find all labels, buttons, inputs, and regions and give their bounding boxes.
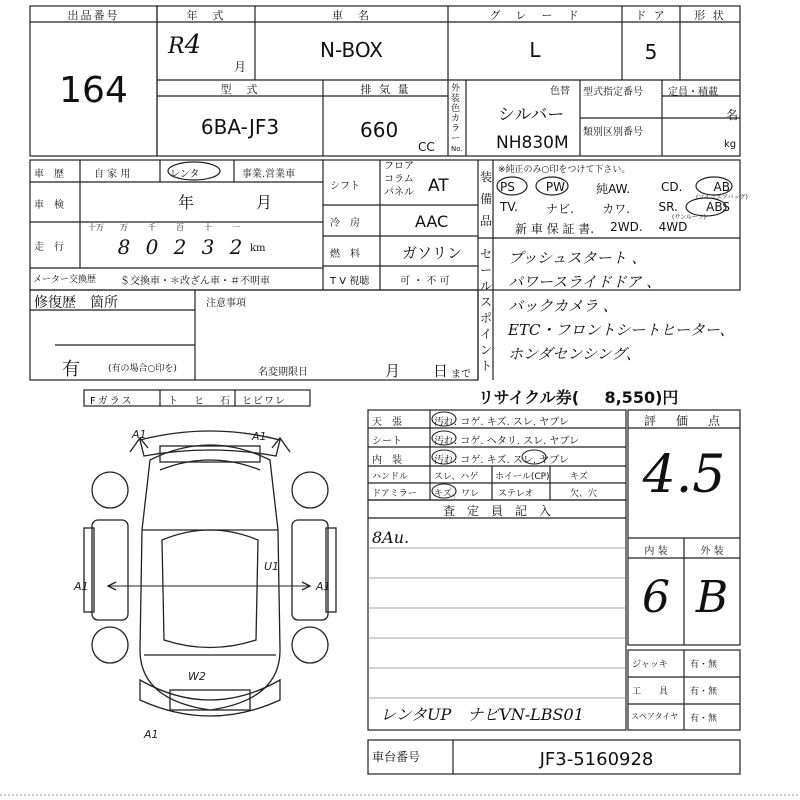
glass-front: Fガラス — [90, 396, 134, 407]
glass-chip: ト ヒ 石 — [168, 396, 230, 407]
form-label: 形 状 — [694, 9, 726, 22]
inspector-note1: 8Au. — [372, 528, 410, 547]
sales-points — [508, 246, 734, 366]
shift-options: フロア コラム パネル — [384, 161, 414, 198]
stereo-label: ステレオ — [498, 489, 534, 499]
equipment-small2: (サンルーフ) — [672, 214, 706, 221]
equipment-note: ※純正のみ○印をつけて下さい。 — [498, 165, 631, 175]
capacity-label: 定員・積載 — [668, 87, 718, 98]
cap-unit-persons: 名 — [726, 108, 739, 122]
history-rental: レンタ — [170, 169, 200, 180]
repair-label: 修復歴 箇所 — [34, 295, 118, 311]
grade: L — [529, 38, 541, 62]
doors: 5 — [644, 40, 658, 64]
repair-value: 有 — [62, 359, 80, 380]
mileage-odometer: 十万 万 千 百 十 一 8 0 2 3 2 km — [88, 223, 266, 259]
inspect-label: 車 検 — [34, 200, 64, 211]
interior-seat-opts: 汚れ. コゲ. ヘタリ. スレ. ヤブレ — [434, 436, 580, 447]
chassis-label: 車台番号 — [372, 750, 421, 764]
meter-label: メーター交換歴 — [33, 275, 97, 285]
score-int-label: 内 装 — [644, 546, 668, 557]
inspect-month: 月 — [256, 193, 273, 212]
shift: AT — [428, 176, 449, 196]
sales-point-4: ETC・フロントシートヒーター、 — [508, 321, 735, 339]
class-no-label: 類別区別番号 — [583, 127, 643, 138]
mark-front-right: A1 — [252, 430, 267, 443]
tool-tools-label: 工 具 — [632, 687, 669, 697]
deadline-month: 月 — [385, 362, 401, 380]
history-private: 自 家 用 — [94, 169, 131, 180]
ac: AAC — [415, 212, 449, 231]
mark-left: A1 — [74, 580, 89, 593]
mirror-label: ドアミラー — [372, 489, 417, 499]
interior-seat-label: シート — [372, 436, 402, 447]
history-label: 車 歴 — [34, 169, 64, 180]
model: 6BA-JF3 — [200, 115, 280, 139]
cap-unit-kg: kg — [724, 139, 737, 150]
score-interior: 6 — [642, 572, 670, 623]
year-label: 年 式 — [186, 9, 226, 22]
color-change-label: 色替 — [550, 86, 570, 97]
month-unit: 月 — [234, 60, 247, 74]
history-commercial: 事業.営業車 — [242, 169, 296, 180]
deadline-label: 名変期限日 — [258, 367, 308, 378]
shift-label: シフト — [330, 181, 360, 192]
mark-right: A1 — [316, 580, 331, 593]
era: R4 — [168, 30, 202, 60]
color-no: NH830M — [496, 133, 569, 153]
sales-side-label: セ ー ル ス ポ イ ン ト — [480, 247, 493, 373]
sales-point-2: パワースライドドア 、 — [508, 273, 662, 291]
interior-trim-opts: 汚れ. コゲ. キズ. スレ. ヤブレ — [434, 455, 569, 466]
mark-side-u1: U1 — [264, 560, 280, 573]
score-label: 評 価 点 — [643, 414, 724, 428]
displacement: 660 — [360, 118, 399, 142]
tv-label: T V 視聴 — [330, 276, 370, 287]
fuel-label: 燃 料 — [330, 249, 360, 260]
grade-label: グ レ ー ド — [489, 9, 581, 22]
car-damage-diagram — [74, 420, 340, 741]
sales-point-3: バックカメラ 、 — [508, 297, 618, 315]
tool-spare-value: 有・無 — [690, 714, 718, 724]
disp-label: 排 気 量 — [360, 83, 411, 96]
tool-spare-label: スペアタイヤ — [631, 712, 679, 721]
recycle-fee: リサイクル券( 8,550)円 — [478, 388, 679, 407]
equipment-row2: TV. ナビ. カワ. SR. ABS — [500, 200, 730, 216]
inspector-label: 査 定 員 記 入 — [442, 504, 551, 518]
mark-front-left: A1 — [132, 428, 147, 441]
chassis-number: JF3-5160928 — [539, 749, 654, 770]
lot-label: 出品番号 — [67, 9, 120, 22]
tool-jack-value: 有・無 — [690, 660, 718, 670]
mirror: キズ、ワレ — [434, 489, 480, 499]
mark-rear: A1 — [144, 728, 159, 741]
equipment-circle-marks — [496, 174, 740, 220]
glass-crack: ヒビワレ — [242, 396, 286, 407]
score-value: 4.5 — [642, 445, 726, 505]
interior-ceiling-label: 天 張 — [372, 417, 402, 428]
inspector-note2: レンタUP ナビVN-LBS01 — [380, 705, 584, 724]
interior-ceiling-opts: 汚れ. コゲ. キズ. スレ. ヤブレ — [434, 417, 569, 428]
equipment-row3: 新 車 保 証 書. 2WD. 4WD — [515, 220, 688, 236]
tool-jack-label: ジャッキ — [632, 660, 668, 670]
model-label: 型 式 — [220, 83, 260, 96]
lot-number: 164 — [59, 70, 128, 111]
tv: 可 ・ 不 可 — [400, 276, 450, 287]
equipment-side-label: 装 備 品 — [480, 170, 493, 228]
door-label: ド ア — [635, 9, 667, 22]
car-label: 車 名 — [332, 9, 371, 22]
repair-note: (有の場合○印を) — [108, 364, 177, 374]
tool-tools-value: 有・無 — [690, 687, 718, 697]
handle-label: ハンドル — [372, 472, 409, 482]
cc-unit: CC — [418, 140, 435, 154]
deadline-until: まで — [451, 369, 471, 380]
sales-point-1: プッシュスタート 、 — [508, 249, 647, 267]
handle: スレ、ハゲ — [434, 472, 479, 482]
mileage-label: 走 行 — [34, 242, 64, 253]
equipment-row1: PS PW 純AW. CD. AB — [500, 180, 730, 196]
inspect-year: 年 — [178, 193, 195, 212]
sales-point-5: ホンダセンシング、 — [508, 345, 641, 363]
ac-label: 冷 房 — [330, 218, 360, 229]
wheel-label: ホイール(CP) — [495, 472, 550, 482]
type-no-label: 型式指定番号 — [583, 87, 643, 98]
meter-options: ＄交換車・＊改ざん車・＃不明車 — [120, 276, 270, 287]
equipment-small1: (ツインエアバッグ) — [696, 194, 748, 201]
color-side-label: 外 装 色 カ ラ ー No. — [451, 84, 463, 153]
score-ext-label: 外 装 — [700, 546, 724, 557]
stereo: 欠、穴 — [570, 489, 598, 499]
fuel: ガソリン — [402, 244, 463, 262]
wheel: キズ — [570, 472, 588, 482]
rental-circle-mark — [164, 160, 230, 184]
deadline-day: 日 — [433, 362, 449, 380]
interior-circle-marks — [430, 410, 626, 500]
score-exterior: B — [695, 572, 729, 623]
notes-label: 注意事項 — [206, 298, 246, 309]
mark-rear-w2: W2 — [188, 670, 206, 683]
interior-trim-label: 内 装 — [372, 455, 402, 466]
color: シルバー — [498, 105, 565, 125]
car-name: N-BOX — [320, 38, 383, 62]
